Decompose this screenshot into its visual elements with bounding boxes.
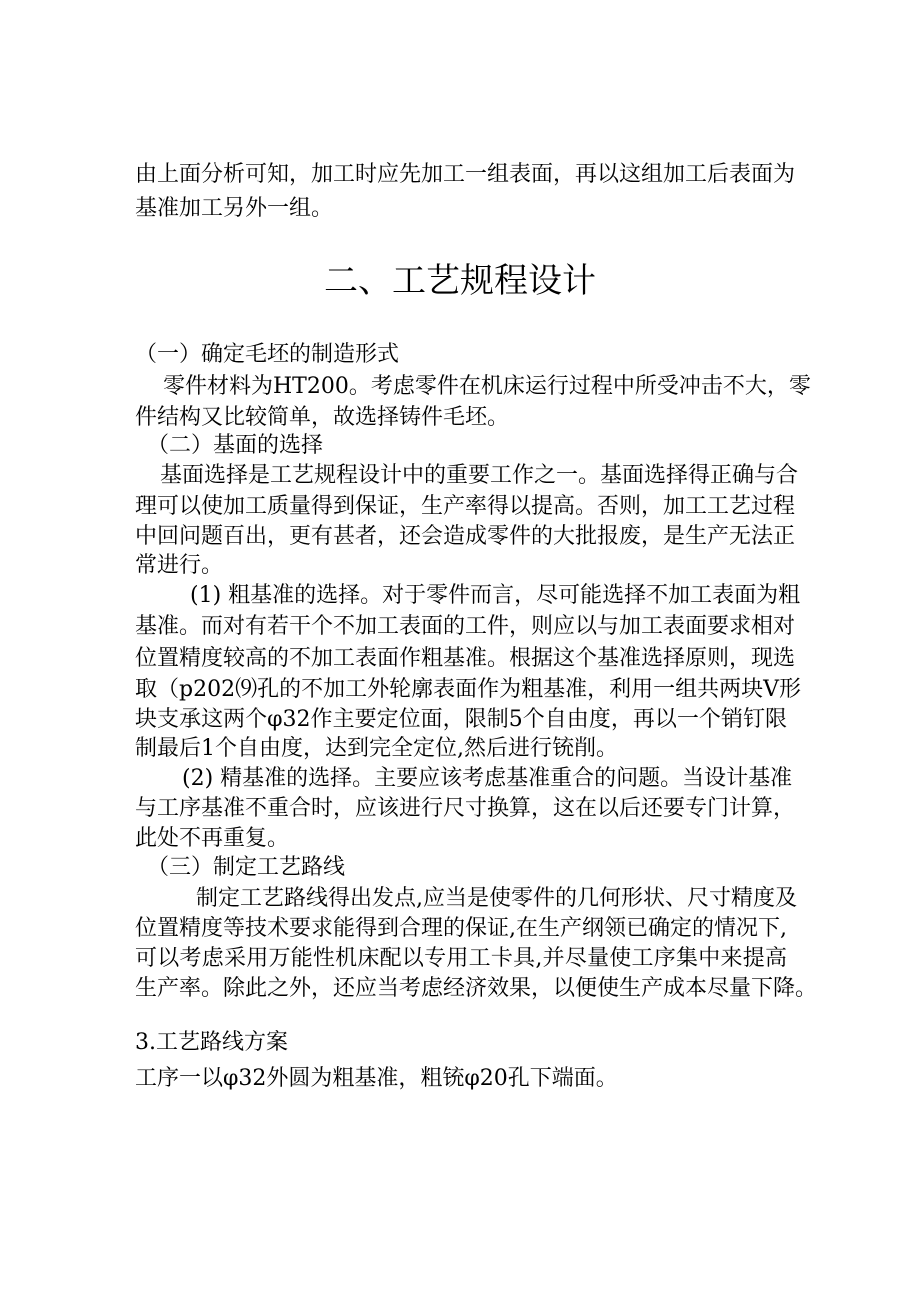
part1-line-1: 零件材料为HT200。考虑零件在机床运行过程中所受冲击不大，零 (163, 374, 811, 399)
part2-para-line-4: 常进行。 (135, 553, 224, 578)
rough-datum-line-6: 制最后1个自由度，达到完全定位,然后进行铳削。 (135, 736, 618, 761)
intro-line-2: 基准加工另外一组。 (135, 196, 334, 221)
part3-line-3: 可以考虑采用万能性机床配以专用工卡具,并尽量使工序集中来提高 (135, 946, 787, 971)
part3-line-2: 位置精度等技术要求能得到合理的保证,在生产纲领已确定的情况下, (135, 916, 787, 941)
section-title: 二、工艺规程设计 (324, 261, 596, 301)
part2-para-line-1: 基面选择是工艺规程设计中的重要工作之一。基面选择得正确与合 (160, 463, 799, 488)
rough-datum-line-2: 基准。而对有若干个不加工表面的工件，则应以与加工表面要求相对 (135, 614, 796, 639)
route-step-1: 工序一以φ32外圆为粗基准，粗铳φ20孔下端面。 (135, 1066, 618, 1091)
part2-para-line-2: 理可以使加工质量得到保证，生产率得以提高。否则，加工工艺过程 (135, 494, 796, 519)
rough-datum-line-4: 取（p202⑼孔的不加工外轮廓表面作为粗基准，利用一组共两块V形 (135, 677, 801, 702)
rough-datum-line-1: (1) 粗基准的选择。对于零件而言，尽可能选择不加工表面为粗 (190, 583, 801, 608)
part3-line-4: 生产率。除此之外，还应当考虑经济效果，以便使生产成本尽量下降。 (135, 976, 818, 1001)
intro-line-1: 由上面分析可知，加工时应先加工一组表面，再以这组加工后表面为 (135, 162, 796, 187)
rough-datum-line-5: 块支承这两个φ32作主要定位面，限制5个自由度，再以一个销钉限 (135, 707, 787, 732)
rough-datum-line-3: 位置精度较高的不加工表面作粗基准。根据这个基准选择原则，现选 (135, 646, 796, 671)
part1-heading: （一）确定毛坯的制造形式 (135, 342, 400, 367)
fine-datum-line-1: (2) 精基准的选择。主要应该考虑基准重合的问题。当设计基准 (182, 766, 793, 791)
fine-datum-line-2: 与工序基准不重合时，应该进行尺寸换算，这在以后还要专门计算， (135, 796, 796, 821)
part2-para-line-3: 中回问题百出，更有甚者，还会造成零件的大批报废，是生产无法正 (135, 524, 796, 549)
part2-heading: （二）基面的选择 (147, 433, 324, 458)
part3-heading: （三）制定工艺路线 (147, 855, 346, 880)
part3-line-1: 制定工艺路线得出发点,应当是使零件的几何形状、尺寸精度及 (196, 886, 797, 911)
route-heading: 3.工艺路线方案 (135, 1030, 288, 1055)
fine-datum-line-3: 此处不再重复。 (135, 826, 290, 851)
part1-line-2: 件结构又比较简单，故选择铸件毛坯。 (135, 405, 510, 430)
